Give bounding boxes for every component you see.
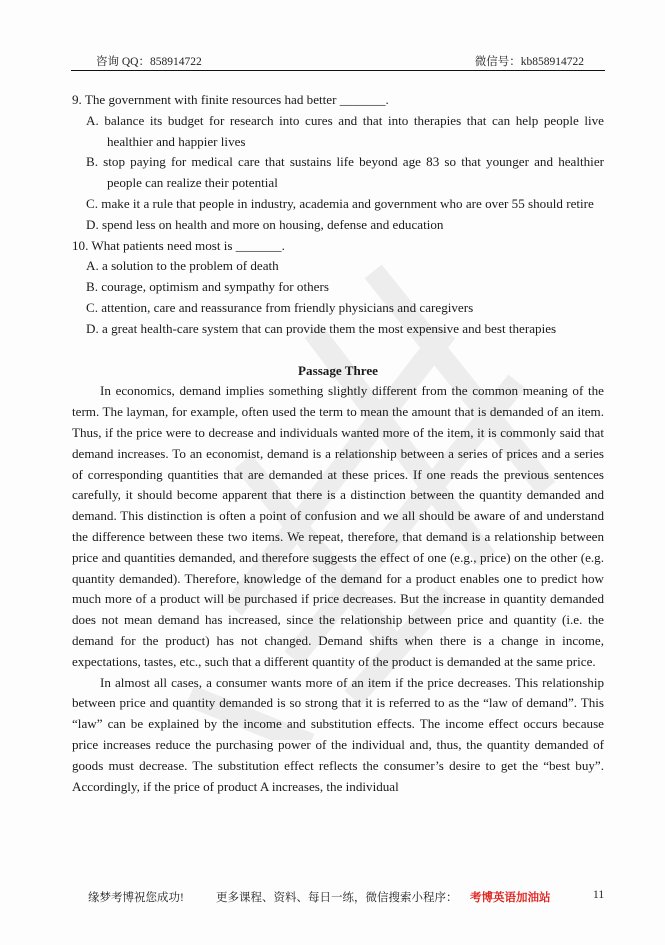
passage-paragraph-1: In economics, demand implies something slightly different from the common meaning of the term. The layman, for example, often used the term to mean the amount that is demanded of an item. Thus, if the price were to decrease and individuals wanted more of the item, it is commonly said that demand increases. To an economist, demand is a relationship between a series of prices and a series of corresponding quantities that are demanded at these prices. If one reads the previous sentences carefully, it should become apparent that there is a distinction between the quantity demanded and demand. This distinction is often a point of confusion and we all should be aware of and understand the difference between these two items. We repeat, therefore, that demand is a relationship between price and quantities demanded, and therefore suggests the effect of one (e.g., price) on the other (e.g. quantity demanded). Therefore, knowledge of the demand for a product enables one to predict how much more of a product will be purchased if price decreases. But the increase in quantity demanded does not mean demand has increased, since the relationship between price and quantity (i.e. the demand for the product) has not changed. Demand shifts when there is a change in income, expectations, tastes, etc., such that a different quantity of the product is demanded at the same price. [72,383,604,669]
footer-app-name: 考博英语加油站 [470,892,551,904]
question-9 [72,90,604,236]
option-b: B. courage, optimism and sympathy for others [86,279,329,295]
page-header [71,52,605,71]
page-number: 11 [593,889,605,901]
page-content [72,90,604,797]
option-a: A. a solution to the problem of death [86,258,279,274]
footer-promo: 更多课程、资料、每日一练，微信搜索小程序： [216,892,458,904]
option-c: C. make it a rule that people in industry, academia and government who are over 55 should retire [86,195,594,211]
question-stem: 10. What patients need most is _______. [72,237,285,253]
header-wechat-contact: 微信号：kb858914722 [474,56,584,68]
passage-paragraph-2: In almost all cases, a consumer wants more of an item if the price decreases. This relationship between price and quantity demanded is so strong that it is referred to as the “law of demand”. This “law” can be explained by the income and substitution effects. The income effect occurs because price increases reduce the purchasing power of the individual and, thus, the quantity demanded of goods must decrease. The substitution effect reflects the consumer’s desire to get the “best buy”. Accordingly, if the price of product A increases, the individual [72,674,604,794]
option-d: D. a great health-care system that can provide them the most expensive and best therapies [86,320,557,336]
footer-slogan: 缘梦考博祝您成功! [88,892,184,904]
option-d: D. spend less on health and more on housing, defense and education [86,216,444,232]
header-qq-contact: 咨询 QQ：858914722 [96,56,202,68]
question-stem: 9. The government with finite resources had better _______. [72,92,389,107]
passage-title: Passage Three [298,362,378,378]
option-a: A. balance its budget for research into cures and that into therapies that can help people live healthier and happier lives [86,112,604,149]
question-10 [72,236,604,340]
option-c: C. attention, care and reassurance from friendly physicians and caregivers [86,299,474,315]
option-b: B. stop paying for medical care that sustains life beyond age 83 so that younger and healthier people can realize their potential [86,154,604,191]
